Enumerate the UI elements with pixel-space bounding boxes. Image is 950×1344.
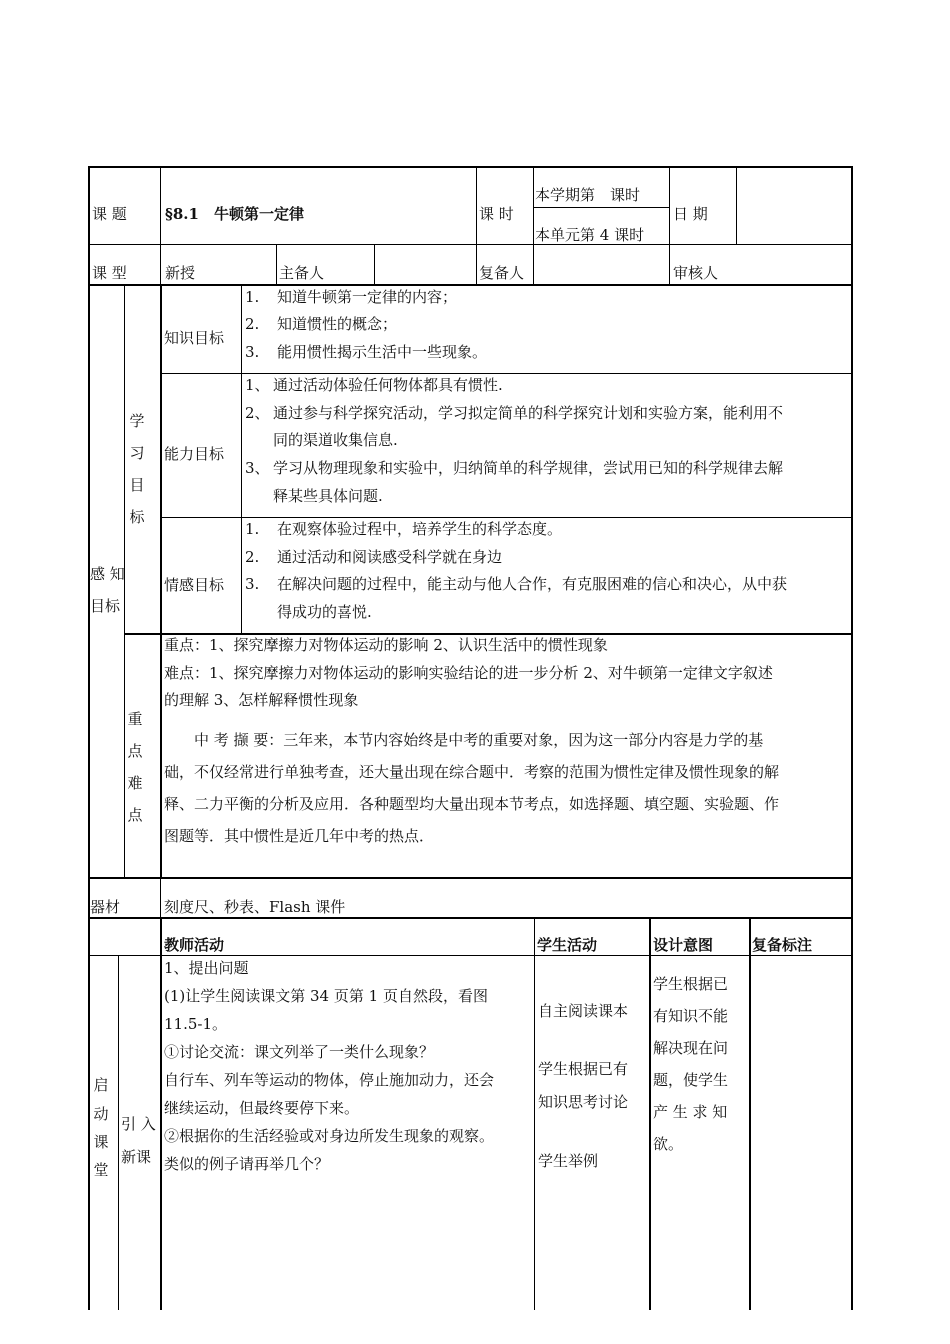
learning-char: 习 (129, 444, 145, 462)
knowledge-num: 2. (245, 315, 260, 333)
rule-key-bottom (88, 877, 853, 879)
emotion-item: 通过活动和阅读感受科学就在身边 (277, 548, 503, 566)
table-border-left (88, 166, 90, 1310)
review-note-header: 复备标注 (752, 936, 813, 954)
rule-row2-top (88, 244, 853, 245)
design-line: 题，使学生 (653, 1071, 729, 1089)
teacher-line: (1)让学生阅读课文第 34 页第 1 页自然段，看图 (164, 987, 488, 1005)
ability-item: 释某些具体问题. (273, 487, 383, 505)
rule-v2 (476, 166, 477, 286)
topic-value: §8.1 牛顿第一定律 (165, 205, 304, 223)
intro-label-1: 引 入 (121, 1115, 156, 1133)
preparer-label: 主备人 (279, 264, 325, 282)
knowledge-num: 3. (245, 343, 260, 361)
stage-char: 堂 (93, 1161, 109, 1179)
period-label: 课 时 (479, 205, 514, 223)
teacher-activity-header: 教师活动 (164, 936, 225, 954)
knowledge-item: 知道牛顿第一定律的内容； (277, 288, 458, 306)
key-char: 点 (127, 742, 143, 760)
stage-char: 启 (93, 1076, 109, 1094)
stage-char: 课 (93, 1133, 109, 1151)
rule-v1 (160, 166, 161, 286)
key-line: 重点：1、探究摩擦力对物体运动的影响 2、认识生活中的惯性现象 (164, 636, 608, 654)
teacher-line: 1、提出问题 (164, 959, 249, 977)
emotion-item: 得成功的喜悦. (277, 603, 372, 621)
rule-act-3 (534, 918, 535, 1310)
date-label: 日 期 (673, 205, 708, 223)
learning-char: 学 (129, 412, 145, 430)
type-label: 课 型 (92, 264, 127, 282)
teacher-line: 11.5-1。 (164, 1015, 228, 1033)
ability-label: 能力目标 (164, 445, 225, 463)
rule-act-5 (749, 918, 751, 1310)
ability-item: 同的渠道收集信息. (273, 431, 398, 449)
intro-label-2: 新课 (121, 1148, 152, 1166)
teacher-line: ①讨论交流：课文列举了一类什么现象？ (164, 1043, 435, 1061)
rule-v7 (374, 244, 375, 286)
knowledge-label: 知识目标 (164, 329, 225, 347)
perception-label-1: 感 知 (90, 565, 125, 583)
teacher-line: ②根据你的生活经验或对身边所发生现象的观察。 (164, 1127, 495, 1145)
rule-act-1 (118, 955, 119, 1310)
rule-v5 (736, 166, 737, 245)
summary-line: 中 考 撷 要：三年来，本节内容始终是中考的重要对象，因为这一部分内容是力学的基 (164, 731, 764, 749)
student-line: 自主阅读课本 (538, 1002, 629, 1020)
key-char: 点 (127, 806, 143, 824)
rule-v6 (276, 244, 277, 286)
emotion-item: 在观察体验过程中，培养学生的科学态度。 (277, 520, 563, 538)
key-char: 重 (127, 710, 143, 728)
emotion-num: 2. (245, 548, 260, 566)
emotion-item: 在解决问题的过程中，能主动与他人合作，有克服困难的信心和决心，从中获 (277, 575, 788, 593)
knowledge-item: 能用惯性揭示生活中一些现象。 (277, 343, 488, 361)
ability-item: 学习从物理现象和实验中，归纳简单的科学规律，尝试用已知的科学规律去解 (273, 459, 784, 477)
period-line1: 本学期第 课时 (535, 186, 641, 204)
design-line: 学生根据已 (653, 975, 729, 993)
ability-num: 3、 (245, 459, 270, 477)
period-line2: 本单元第 4 课时 (535, 226, 645, 244)
table-border-right (851, 166, 853, 1310)
rule-act-4 (649, 918, 651, 1310)
learning-char: 目 (129, 476, 145, 494)
student-line: 知识思考讨论 (538, 1093, 629, 1111)
ability-item: 通过活动体验任何物体都具有惯性. (273, 376, 503, 394)
knowledge-item: 知道惯性的概念； (277, 315, 398, 333)
rule-obj-label (241, 285, 242, 634)
rule-obj-inner (160, 285, 162, 878)
knowledge-num: 1. (245, 288, 260, 306)
key-line: 难点：1、探究摩擦力对物体运动的影响实验结论的进一步分析 2、对牛顿第一定律文字叙述 (164, 664, 773, 682)
ability-num: 2、 (245, 404, 270, 422)
co-preparer-label: 复备人 (479, 264, 525, 282)
type-value: 新授 (165, 264, 196, 282)
design-line: 欲。 (653, 1135, 684, 1153)
design-line: 解决现在问 (653, 1039, 729, 1057)
summary-line: 础，不仅经常进行单独考查，还大量出现在综合题中．考察的范围为惯性定律及惯性现象的解 (164, 763, 780, 781)
rule-row2-bottom (88, 284, 853, 286)
teacher-line: 自行车、列车等运动的物体，停止施加动力，还会 (164, 1071, 495, 1089)
learning-char: 标 (129, 508, 145, 526)
reviewer-label: 审核人 (673, 264, 719, 282)
design-line: 产 生 求 知 (653, 1103, 728, 1121)
table-border-top (88, 166, 853, 168)
emotion-num: 3. (245, 575, 260, 593)
ability-item: 通过参与科学探究活动，学习拟定简单的科学探究计划和实验方案，能利用不 (273, 404, 784, 422)
ability-num: 1、 (245, 376, 270, 394)
rule-period-mid (533, 207, 670, 208)
student-line: 学生根据已有 (538, 1060, 629, 1078)
emotion-label: 情感目标 (164, 576, 225, 594)
teacher-line: 类似的例子请再举几个？ (164, 1155, 330, 1173)
materials-value: 刻度尺、秒表、Flash 课件 (164, 898, 346, 916)
summary-line: 释、二力平衡的分析及应用．各种题型均大量出现本节考点，如选择题、填空题、实验题、作 (164, 795, 780, 813)
teacher-line: 继续运动，但最终要停下来。 (164, 1099, 360, 1117)
key-char: 难 (127, 774, 143, 792)
stage-char: 动 (93, 1105, 109, 1123)
perception-label-2: 目标 (90, 597, 121, 615)
student-line: 学生举例 (538, 1152, 599, 1170)
materials-label: 器材 (90, 898, 121, 916)
design-line: 有知识不能 (653, 1007, 729, 1025)
topic-label: 课 题 (92, 205, 127, 223)
rule-act-2 (160, 918, 162, 1310)
emotion-num: 1. (245, 520, 260, 538)
rule-v4 (669, 166, 670, 286)
key-line: 的理解 3、怎样解释惯性现象 (164, 691, 359, 709)
rule-v3 (533, 166, 534, 286)
summary-line: 图题等．其中惯性是近几年中考的热点． (164, 827, 435, 845)
student-activity-header: 学生活动 (537, 936, 598, 954)
design-intent-header: 设计意图 (653, 936, 714, 954)
